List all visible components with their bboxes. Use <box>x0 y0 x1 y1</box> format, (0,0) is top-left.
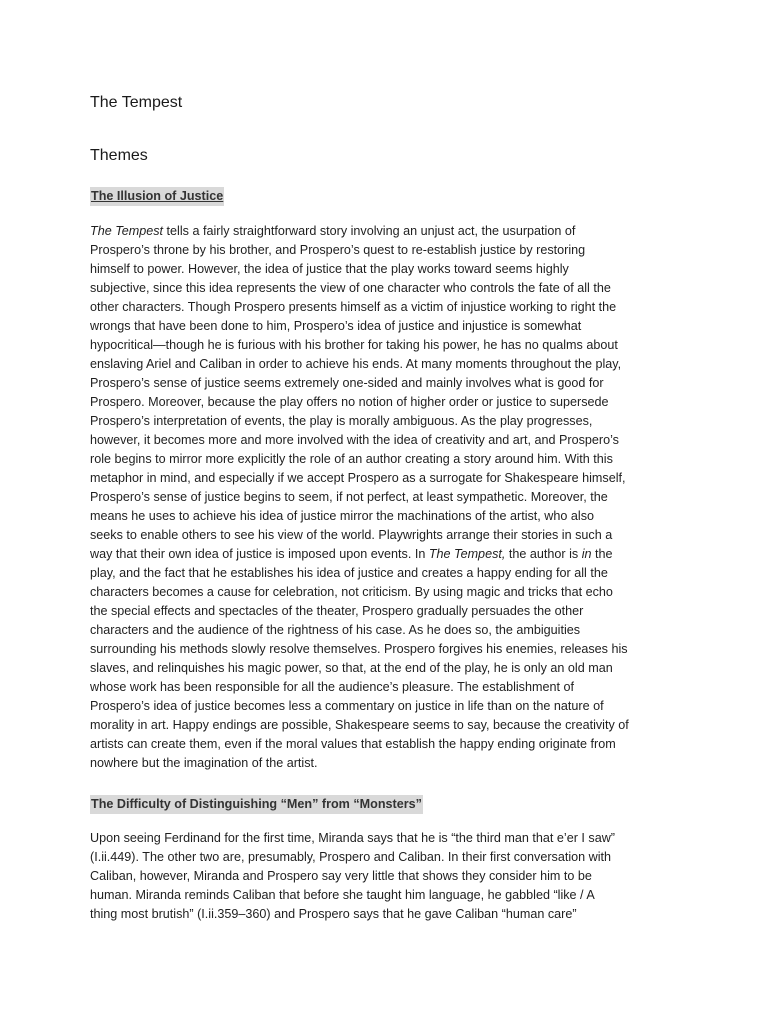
text-run: Caliban, however, Miranda and Prospero say very little that shows they consider him to be <box>90 869 592 883</box>
text-line <box>90 450 680 469</box>
text-run: characters and the audience of the rightness of his case. As he does so, the ambiguities <box>90 623 581 637</box>
text-line <box>90 336 680 355</box>
text-line <box>90 867 680 886</box>
text-line <box>90 716 680 735</box>
text-run: Prospero’s interpretation of events, the play is morally ambiguous. As the play progresses, <box>90 414 593 428</box>
text-run: nowhere but the imagination of the artist. <box>90 756 318 770</box>
text-run: Prospero. Moreover, because the play offers no notion of higher order or justice to supersede <box>90 395 609 409</box>
text-line <box>90 621 680 640</box>
text-line <box>90 564 680 583</box>
text-line <box>90 905 680 924</box>
text-run: Prospero’s sense of justice seems extremely one-sided and mainly involves what is good for <box>90 376 604 390</box>
text-line <box>90 583 680 602</box>
text-run: way that their own idea of justice is imposed upon events. In <box>90 547 429 561</box>
text-line <box>90 602 680 621</box>
text-line <box>90 545 680 564</box>
text-run: wrongs that have been done to him, Prospero’s idea of justice and injustice is somewhat <box>90 319 582 333</box>
text-line <box>90 678 680 697</box>
document-subtitle: Themes <box>90 147 148 164</box>
text-run: Upon seeing Ferdinand for the first time, Miranda says that he is “the third man that e’er I saw” <box>90 831 615 845</box>
text-run: (I.ii.449). The other two are, presumably, Prospero and Caliban. In their first conversation with <box>90 850 612 864</box>
text-line <box>90 222 680 241</box>
text-run: morality in art. Happy endings are possible, Shakespeare seems to say, because the creativity of <box>90 718 629 732</box>
document-title: The Tempest <box>90 94 183 111</box>
text-run: subjective, since this idea represents the view of one character who controls the fate of all the <box>90 281 611 295</box>
text-line <box>90 431 680 450</box>
italic-text: The Tempest, <box>428 547 506 561</box>
text-run: role begins to mirror more explicitly the role of an author creating a story around him. With this <box>90 452 613 466</box>
text-line <box>90 507 680 526</box>
text-run: surrounding his methods slowly resolve themselves. Prospero forgives his enemies, releases his <box>90 642 628 656</box>
text-run: Prospero’s sense of justice begins to seem, if not perfect, at least sympathetic. Moreover, the <box>90 490 608 504</box>
section-paragraph-illusion-of-justice <box>90 222 680 773</box>
text-run: Prospero’s idea of justice becomes less a commentary on justice in life than on the nature of <box>90 699 604 713</box>
text-run: seeks to enable others to see his view of the world. Playwrights arrange their stories in such a <box>90 528 613 542</box>
text-line <box>90 640 680 659</box>
text-line <box>90 355 680 374</box>
text-line <box>90 298 680 317</box>
text-run: Prospero’s throne by his brother, and Prospero’s quest to re-establish justice by restoring <box>90 243 586 257</box>
text-run: play, and the fact that he establishes his idea of justice and creates a happy ending for all the <box>90 566 608 580</box>
text-run: enslaving Ariel and Caliban in order to achieve his ends. At many moments throughout the play, <box>90 357 622 371</box>
text-line <box>90 886 680 905</box>
text-line <box>90 469 680 488</box>
text-line <box>90 735 680 754</box>
text-line <box>90 659 680 678</box>
italic-text: The Tempest <box>90 224 164 238</box>
text-run: the <box>591 547 613 561</box>
text-line <box>90 488 680 507</box>
text-line <box>90 260 680 279</box>
text-line <box>90 697 680 716</box>
section-heading-illusion-of-justice: The Illusion of Justice <box>90 187 224 206</box>
text-run: other characters. Though Prospero presents himself as a victim of injustice working to right the <box>90 300 617 314</box>
text-line <box>90 754 680 773</box>
text-line <box>90 412 680 431</box>
text-run: human. Miranda reminds Caliban that before she taught him language, he gabbled “like / A <box>90 888 595 902</box>
text-run: characters becomes a cause for celebration, not criticism. By using magic and tricks that echo <box>90 585 613 599</box>
text-line <box>90 848 680 867</box>
text-run: thing most brutish” (I.ii.359–360) and Prospero says that he gave Caliban “human care” <box>90 907 577 921</box>
text-run: however, it becomes more and more involved with the idea of creativity and art, and Prospero’s <box>90 433 619 447</box>
section-paragraph-men-from-monsters <box>90 829 680 924</box>
text-line <box>90 829 680 848</box>
text-run: hypocritical—though he is furious with his brother for taking his power, he has no qualms about <box>90 338 618 352</box>
text-run: the special effects and spectacles of the theater, Prospero gradually persuades the other <box>90 604 584 618</box>
section-heading-men-from-monsters: The Difficulty of Distinguishing “Men” from “Monsters” <box>90 795 423 814</box>
text-run: slaves, and relinquishes his magic power, so that, at the end of the play, he is only an old man <box>90 661 613 675</box>
text-run: metaphor in mind, and especially if we accept Prospero as a surrogate for Shakespeare himself, <box>90 471 626 485</box>
text-run: artists can create them, even if the moral values that establish the happy ending originate from <box>90 737 616 751</box>
text-line <box>90 526 680 545</box>
text-line <box>90 279 680 298</box>
text-line <box>90 393 680 412</box>
text-run: himself to power. However, the idea of justice that the play works toward seems highly <box>90 262 569 276</box>
text-run: whose work has been responsible for all the audience’s pleasure. The establishment of <box>90 680 574 694</box>
text-run: the author is <box>505 547 582 561</box>
text-line <box>90 241 680 260</box>
text-line <box>90 374 680 393</box>
italic-text: in <box>581 547 592 561</box>
text-run: tells a fairly straightforward story involving an unjust act, the usurpation of <box>163 224 576 238</box>
text-run: means he uses to achieve his idea of justice mirror the machinations of the artist, who also <box>90 509 595 523</box>
text-line <box>90 317 680 336</box>
